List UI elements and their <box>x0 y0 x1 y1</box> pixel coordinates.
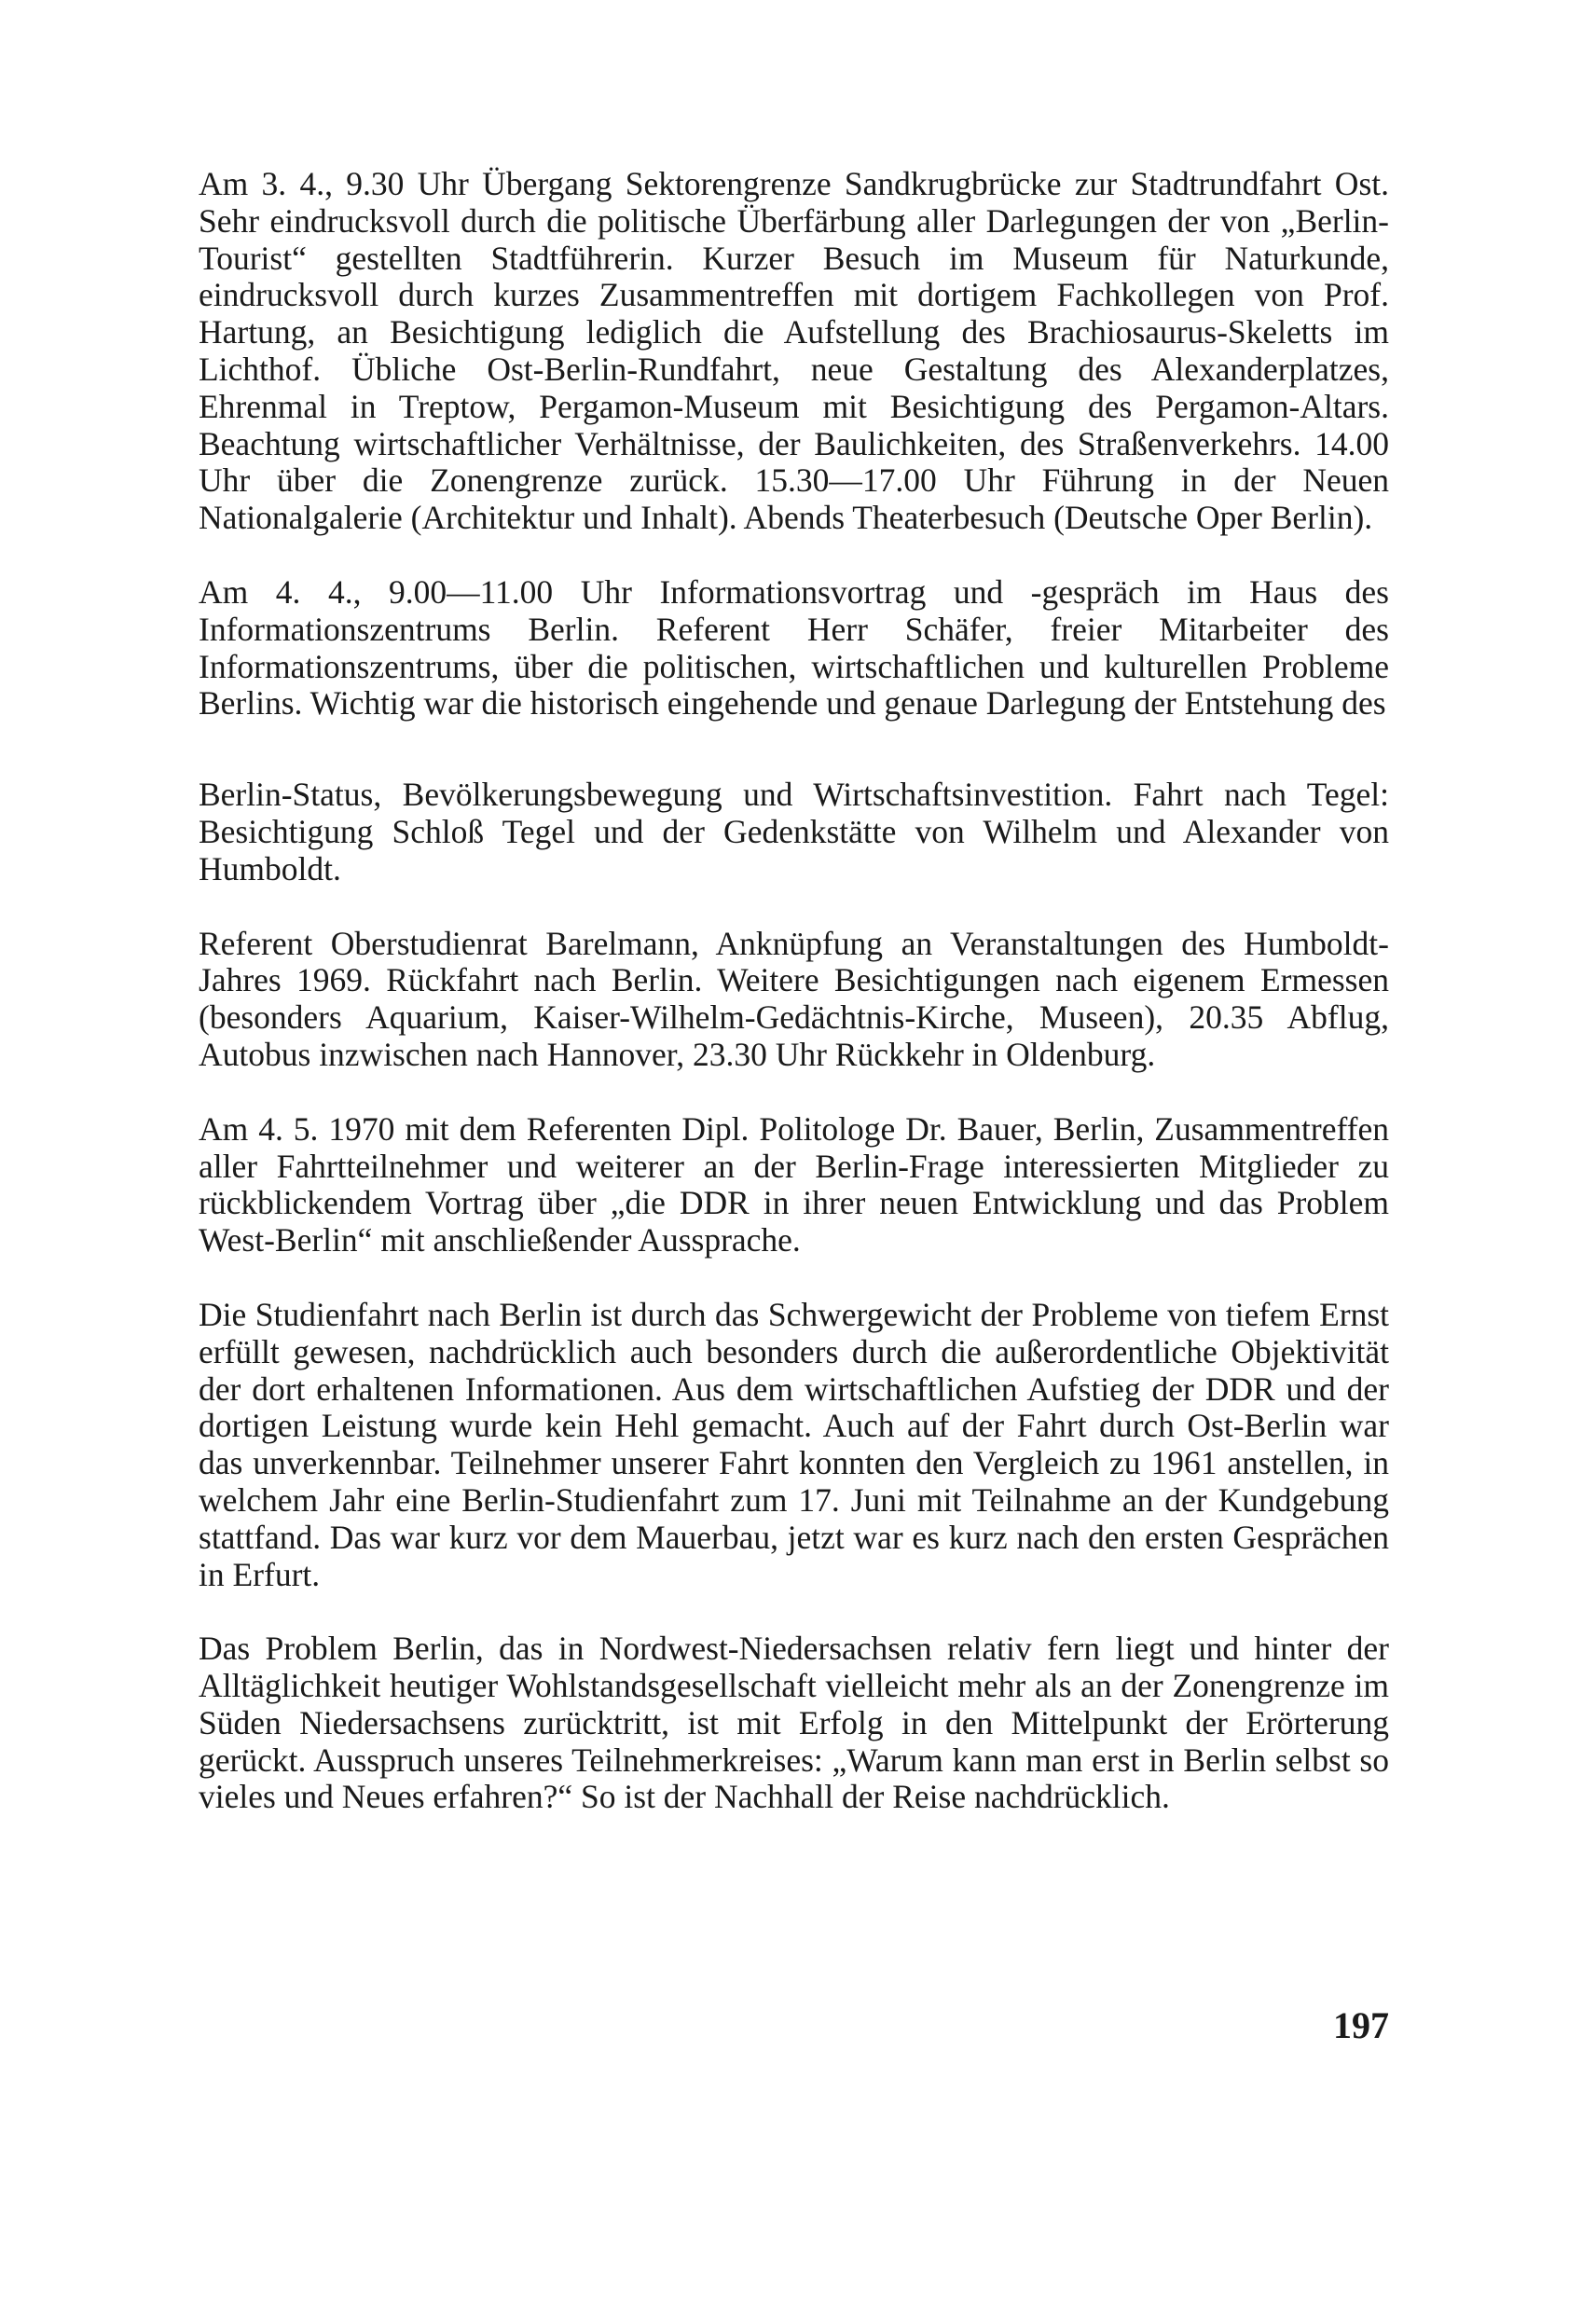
page-number: 197 <box>1333 2004 1389 2046</box>
paragraph-tegel-trip: Berlin-Status, Bevölkerungsbewegung und Wirtschaftsinvestition. Fahrt nach Tegel: Besichtigung Schloß Tegel und der Gedenkstätte von Wilhelm und Alexander von Humboldt. <box>199 776 1389 888</box>
paragraph-visit-east-berlin: Am 3. 4., 9.30 Uhr Übergang Sektorengrenze Sandkrugbrücke zur Stadtrundfahrt Ost. Sehr eindrucksvoll durch die politische Überfärbung aller Darlegungen der von „Berlin-Tourist“ gestellten Stadtführerin. Kurzer Besuch im Museum für Naturkunde, eindrucksvoll durch kurzes Zusammentreffen mit dortigem Fachkollegen von Prof. Hartung, an Besichtigung lediglich die Aufstellung des Brachiosaurus-Skeletts im Lichthof. Übliche Ost-Berlin-Rundfahrt, neue Gestaltung des Alexanderplatzes, Ehrenmal in Treptow, Pergamon-Museum mit Besichtigung des Pergamon-Altars. Beachtung wirtschaftlicher Verhältnisse, der Baulichkeiten, des Straßenverkehrs. 14.00 Uhr über die Zonengrenze zurück. 15.30—17.00 Uhr Führung in der Neuen Nationalgalerie (Architektur und Inhalt). Abends Theaterbesuch (Deutsche Oper Berlin). <box>199 165 1389 537</box>
paragraph-evaluation: Die Studienfahrt nach Berlin ist durch das Schwergewicht der Probleme von tiefem Ernst erfüllt gewesen, nachdrücklich auch besonders durch die außerordentliche Objektivität der dort erhaltenen Informationen. Aus dem wirtschaftlichen Aufstieg der DDR und der dortigen Leistung wurde kein Hehl gemacht. Auch auf der Fahrt durch Ost-Berlin war das unverkennbar. Teilnehmer unserer Fahrt konnten den Vergleich zu 1961 anstellen, in welchem Jahr eine Berlin-Studienfahrt zum 17. Juni mit Teilnahme an der Kundgebung stattfand. Das war kurz vor dem Mauerbau, jetzt war es kurz nach den ersten Gesprächen in Erfurt. <box>199 1295 1389 1593</box>
page-body <box>199 166 1389 1816</box>
paragraph-information-lecture: Am 4. 4., 9.00—11.00 Uhr Informationsvortrag und -gespräch im Haus des Informationszentrums Berlin. Referent Herr Schäfer, freier Mitarbeiter des Informationszentrums, über die politischen, wirtschaftlichen und kulturellen Probleme Berlins. Wichtig war die historisch eingehende und genaue Darlegung der Entstehung des <box>199 572 1389 722</box>
paragraph-referent-barelmann: Referent Oberstudienrat Barelmann, Anknüpfung an Veranstaltungen des Humboldt-Jahres 1969. Rückfahrt nach Berlin. Weitere Besichtigungen nach eigenem Ermessen (besonders Aquarium, Kaiser-Wilhelm-Gedächtnis-Kirche, Museen), 20.35 Abflug, Autobus inzwischen nach Hannover, 23.30 Uhr Rückkehr in Oldenburg. <box>199 924 1389 1073</box>
paragraph-followup-meeting: Am 4. 5. 1970 mit dem Referenten Dipl. Politologe Dr. Bauer, Berlin, Zusammentreffen aller Fahrtteilnehmer und weiterer an der Berlin-Frage interessierten Mitglieder zu rückblickendem Vortrag über „die DDR in ihrer neuen Entwicklung und das Problem West-Berlin“ mit anschließender Aussprache. <box>199 1109 1389 1259</box>
paragraph-conclusion: Das Problem Berlin, das in Nordwest-Niedersachsen relativ fern liegt und hinter der Alltäglichkeit heutiger Wohlstandsgesellschaft vielleicht mehr als an der Zonengrenze im Süden Niedersachsens zurücktritt, ist mit Erfolg in den Mittelpunkt der Erörterung gerückt. Ausspruch unseres Teilnehmerkreises: „Warum kann man erst in Berlin selbst so vieles und Neues erfahren?“ So ist der Nachhall der Reise nachdrücklich. <box>199 1630 1389 1816</box>
